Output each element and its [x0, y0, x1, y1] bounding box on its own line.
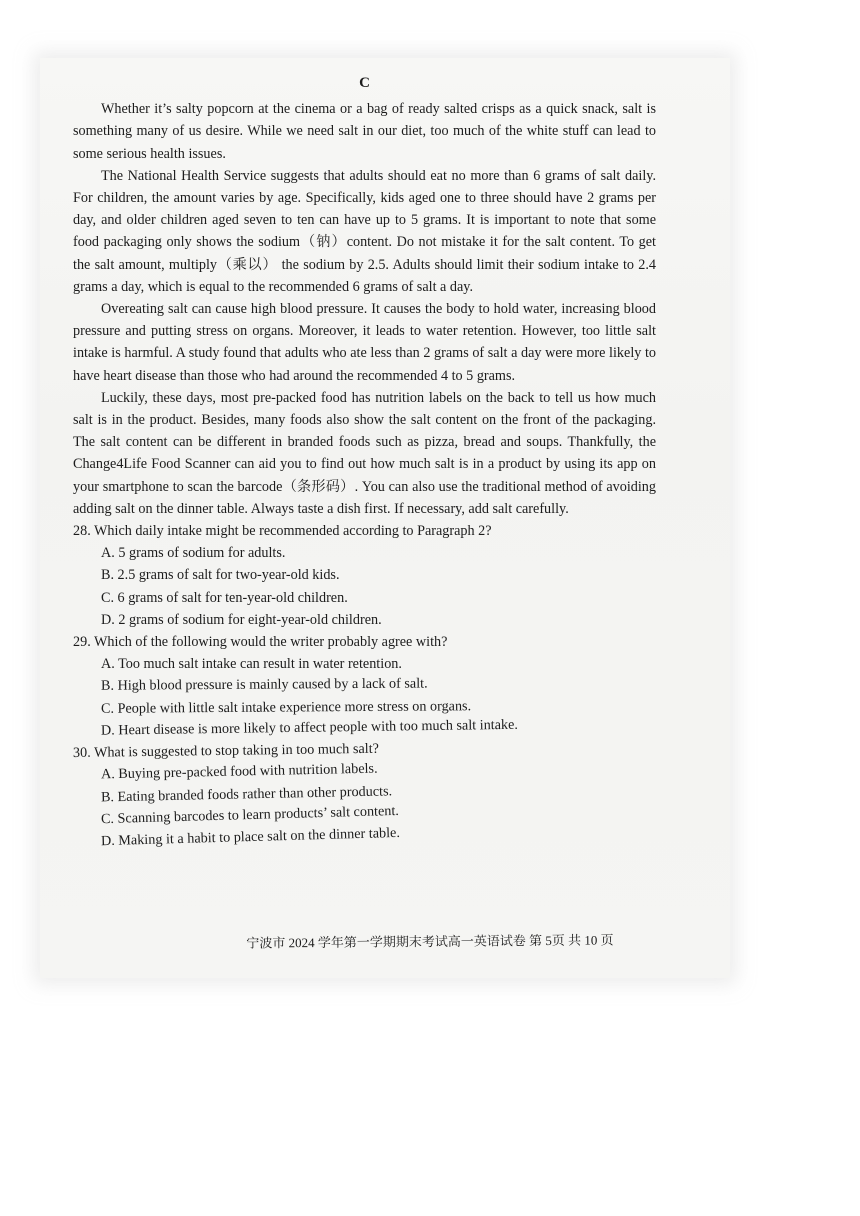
- option-a: A. Buying pre-packed food with nutrition labels.: [100, 760, 378, 783]
- paragraph-2: The National Health Service suggests that adults should eat no more than 6 grams of salt daily. For children, the amount varies by age. Specifically, kids aged one to three should have 2 grams per day, and older children aged seven to ten can have up to 5 grams. It is important to note that some food packaging only shows the sodium（钠）content. Do not mistake it for the salt content. To get the salt amount, multiply（乘以） the sodium by 2.5. Adults should limit their sodium intake to 2.4 grams a day, which is equal to the recommended 6 grams of salt a day.: [73, 167, 656, 295]
- question-stem: 28. Which daily intake might be recommended according to Paragraph 2?: [73, 523, 492, 540]
- paragraph-3: Overeating salt can cause high blood pressure. It causes the body to hold water, increasing blood pressure and putting stress on organs. Moreover, it leads to water retention. However, too little salt intake is harmful. A study found that adults who ate less than 2 grams of salt a day were more likely to have heart disease than those who had around the recommended 4 to 5 grams.: [73, 301, 656, 384]
- option-c: C. 6 grams of salt for ten-year-old children.: [101, 589, 348, 606]
- option-a: A. 5 grams of sodium for adults.: [101, 545, 286, 562]
- page-footer: 宁波市 2024 学年第一学期期末考试高一英语试卷 第 5页 共 10 页: [246, 932, 614, 951]
- paragraph-1: Whether it’s salty popcorn at the cinema or a bag of ready salted crisps as a quick snack, salt is something many of us desire. While we need salt in our diet, too much of the white stuff can lead to some serious health issues.: [73, 101, 656, 162]
- option-d: D. Making it a habit to place salt on the dinner table.: [100, 824, 401, 850]
- question-29: [73, 631, 656, 742]
- option-b: B. High blood pressure is mainly caused by a lack of salt.: [100, 676, 428, 695]
- question-28: [73, 520, 656, 631]
- option-b: B. 2.5 grams of salt for two-year-old kids.: [101, 567, 340, 584]
- option-c: C. People with little salt intake experience more stress on organs.: [100, 697, 472, 717]
- paragraph-4: Luckily, these days, most pre-packed food has nutrition labels on the back to tell us how much salt is in the product. Besides, many foods also show the salt content on the front of the packaging. The salt content can be different in branded foods such as pizza, bread and soups. Thankfully, the Change4Life Food Scanner can aid you to find out how much salt is in a product by using its app on your smartphone to scan the barcode（条形码）. You can also use the traditional method of avoiding adding salt on the dinner table. Always taste a dish first. If necessary, add salt carefully.: [73, 389, 656, 517]
- question-30: [73, 742, 656, 853]
- section-letter: C: [359, 75, 370, 91]
- option-a: A. Too much salt intake can result in water retention.: [101, 656, 402, 673]
- question-stem: 29. Which of the following would the writer probably agree with?: [73, 634, 448, 651]
- option-d: D. Heart disease is more likely to affect people with too much salt intake.: [100, 716, 519, 739]
- option-d: D. 2 grams of sodium for eight-year-old children.: [101, 611, 382, 628]
- passage-c: [73, 72, 656, 853]
- option-b: B. Eating branded foods rather than other products.: [100, 782, 393, 805]
- option-c: C. Scanning barcodes to learn products’ salt content.: [100, 802, 400, 827]
- question-stem: 30. What is suggested to stop taking in too much salt?: [72, 740, 380, 762]
